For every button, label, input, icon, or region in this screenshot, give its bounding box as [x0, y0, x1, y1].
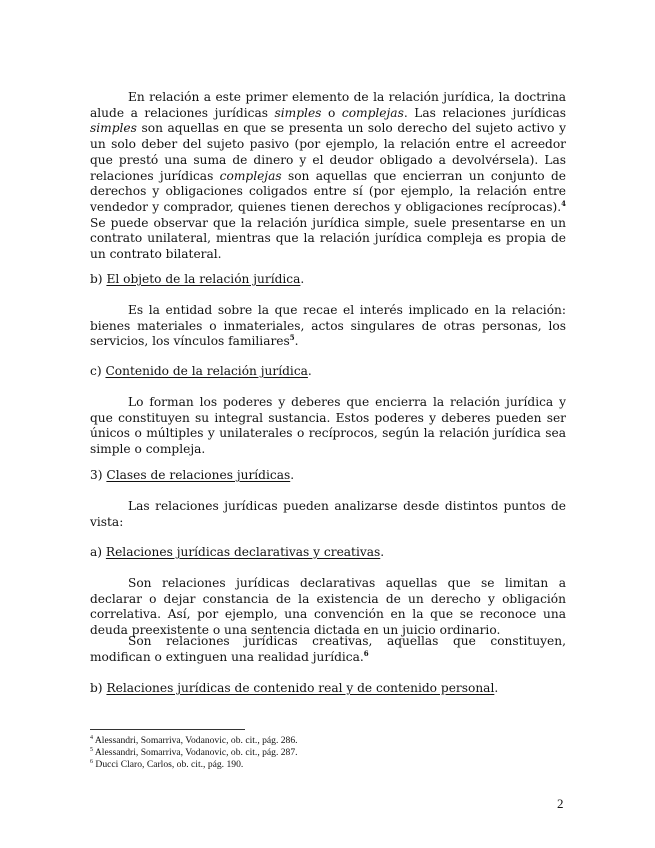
- footnote: [90, 759, 566, 771]
- heading-dot: .: [300, 272, 305, 286]
- heading-title: Contenido de la relación jurídica: [105, 364, 308, 378]
- paragraph-contenido: Lo forman los poderes y deberes que encierra la relación jurídica y que constituyen su integral sustancia. Estos poderes y deberes pueden ser únicos o múltiples y unilaterales o recíprocos, según la relación jurídica sea simple o compleja.: [90, 395, 566, 457]
- paragraph-creativas: [90, 634, 566, 665]
- text-run: son aquellas en que se presenta un solo derecho del sujeto activo y un solo deber del sujeto pasivo (por ejemplo, la relación entre el acreedor que prestó una suma de dinero y el deudor obligado a devolvérsela). Las relaciones jurídicas: [90, 121, 566, 183]
- heading-title: El objeto de la relación jurídica: [106, 272, 301, 286]
- italic-term: complejas: [219, 168, 282, 183]
- footnote-ref: 4: [561, 198, 566, 208]
- paragraph-objeto: [90, 303, 566, 350]
- footnote-ref: 6: [363, 648, 369, 658]
- heading-prefix: 3): [90, 468, 107, 482]
- section-heading-declarativas: [90, 545, 384, 561]
- text-run: son aquellas que encierran un conjunto de derechos y obligaciones coligados entre sí (por ejemplo, la relación entre vendedor y comprador, quienes tienen derechos y obligaciones recíprocas).: [90, 168, 566, 214]
- text-run: .: [294, 334, 299, 349]
- footnote-number: 5: [90, 746, 93, 753]
- heading-dot: .: [307, 364, 312, 378]
- footnote-text: Ducci Claro, Carlos, ob. cit., pág. 190.: [93, 759, 244, 770]
- footnote-number: 6: [90, 758, 93, 765]
- text-run: Son relaciones jurídicas creativas, aquellas que constituyen, modifican o extinguen una realidad jurídica.: [90, 634, 566, 664]
- heading-dot: .: [290, 468, 295, 482]
- heading-prefix: b): [90, 272, 107, 286]
- italic-term: simples: [274, 105, 322, 120]
- text-run: En relación a este primer elemento de la relación jurídica, la doctrina alude a relaciones jurídicas: [90, 90, 566, 120]
- section-heading-objeto: [90, 272, 304, 288]
- footnote: [90, 735, 566, 747]
- italic-term: simples: [90, 121, 137, 136]
- heading-prefix: a): [90, 545, 106, 559]
- heading-dot: .: [494, 681, 499, 695]
- heading-title: Relaciones jurídicas de contenido real y de contenido personal: [106, 681, 495, 695]
- heading-title: Relaciones jurídicas declarativas y creativas: [105, 545, 381, 559]
- footnote-text: Alessandri, Somarriva, Vodanovic, ob. cit., pág. 287.: [93, 747, 298, 758]
- text-run: Se puede observar que la relación jurídica simple, suele presentarse en un contrato unilateral, mientras que la relación jurídica compleja es propia de un contrato bilateral.: [90, 215, 566, 262]
- heading-prefix: b): [90, 681, 107, 695]
- section-heading-real-personal: [90, 681, 498, 697]
- paragraph-declarativas: Son relaciones jurídicas declarativas aquellas que se limitan a declarar o dejar constancia de la existencia de un derecho y obligación correlativa. Así, por ejemplo, una convención en la que se reconoce una deuda preexistente o una sentencia dictada en un juicio ordinario.: [90, 576, 566, 638]
- heading-dot: .: [380, 545, 385, 559]
- section-heading-clases: [90, 468, 294, 484]
- heading-title: Clases de relaciones jurídicas: [106, 468, 291, 482]
- section-heading-contenido: [90, 364, 312, 380]
- paragraph-clases: Las relaciones jurídicas pueden analizarse desde distintos puntos de vista:: [90, 499, 566, 529]
- footnote-ref: 5: [289, 333, 295, 343]
- footnote-text: Alessandri, Somarriva, Vodanovic, ob. cit., pág. 286.: [93, 735, 298, 746]
- text-run: . Las relaciones jurídicas: [403, 105, 566, 120]
- footnote-number: 4: [90, 734, 93, 741]
- heading-prefix: c): [90, 364, 106, 378]
- paragraph-simple-complex: [90, 90, 566, 263]
- text-run: Es la entidad sobre la que recae el interés implicado en la relación: bienes materiales o inmateriales, actos singulares de otras personas, los servicios, los vínculos familiares: [90, 303, 566, 349]
- italic-term: complejas: [341, 105, 404, 120]
- footnote: [90, 747, 566, 759]
- footnote-separator: [90, 729, 245, 730]
- text-run: o: [321, 105, 342, 120]
- page-number: 2: [557, 796, 564, 811]
